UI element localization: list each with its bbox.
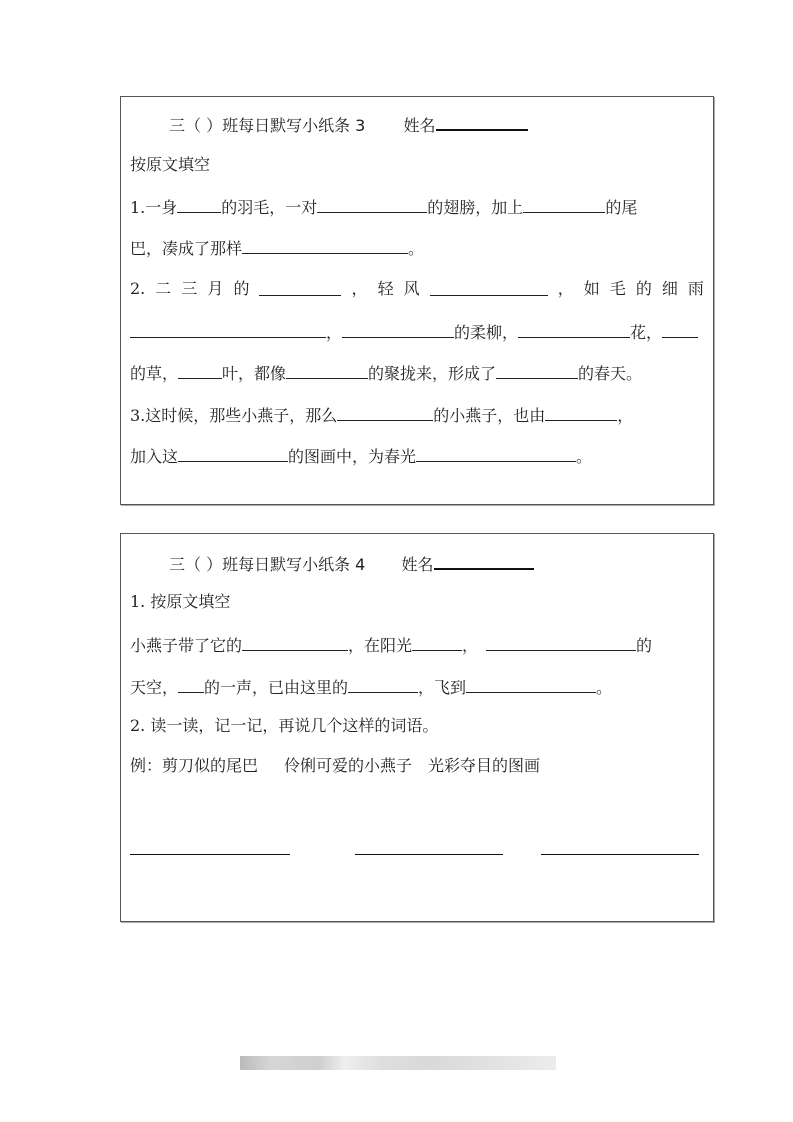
question-2-line-3 xyxy=(130,362,704,384)
text: 风 xyxy=(403,279,420,298)
example-phrase: 伶俐可爱的小燕子 xyxy=(284,756,413,775)
fill-blank[interactable] xyxy=(523,196,605,213)
blurred-footer xyxy=(240,1056,556,1070)
text: ， xyxy=(462,636,479,655)
example-phrase: 光彩夺目的图画 xyxy=(428,756,541,775)
text: ， xyxy=(557,279,574,298)
text: 的春天。 xyxy=(578,364,643,383)
text: 毛 xyxy=(609,279,626,298)
example-phrase: 剪刀似的尾巴 xyxy=(162,756,259,775)
text: 细 xyxy=(661,279,678,298)
question-2-line-2 xyxy=(130,321,704,343)
dictation-card-3 xyxy=(120,96,714,505)
text: ， xyxy=(351,279,368,298)
fill-blank[interactable] xyxy=(662,321,698,338)
question-2-line-1 xyxy=(130,279,704,299)
text: 一身 xyxy=(145,198,178,217)
question-number: 2. xyxy=(130,279,146,298)
text: 巴，凑成了那样 xyxy=(130,239,243,258)
text: 加入这 xyxy=(130,447,179,466)
name-field[interactable] xyxy=(434,552,534,570)
text: 雨 xyxy=(687,279,704,298)
question-1-line-1 xyxy=(130,634,704,656)
instruction: 按原文填空 xyxy=(130,155,211,174)
name-label: 姓名 xyxy=(403,116,436,135)
dictation-card-4 xyxy=(120,533,714,922)
examples-line xyxy=(130,756,704,776)
text: ，在阳光 xyxy=(348,636,413,655)
fill-blank[interactable] xyxy=(178,676,204,693)
fill-blank[interactable] xyxy=(242,634,348,651)
fill-blank[interactable] xyxy=(430,279,548,296)
fill-blank[interactable] xyxy=(177,196,221,213)
fill-blank[interactable] xyxy=(412,634,462,651)
text: 的小燕子，也由 xyxy=(433,406,546,425)
fill-blank[interactable] xyxy=(242,237,408,254)
text: 的翅膀，加上 xyxy=(427,198,524,217)
text: 叶，都像 xyxy=(222,364,287,383)
card-title-text: 三（ ）班每日默写小纸条 3 xyxy=(169,116,366,135)
text: 的羽毛，一对 xyxy=(221,198,318,217)
fill-blank[interactable] xyxy=(130,321,326,338)
text: 。 xyxy=(596,678,613,697)
fill-blank[interactable] xyxy=(317,196,427,213)
question-1-line-2 xyxy=(130,237,704,259)
fill-blank[interactable] xyxy=(337,404,433,421)
text: 花， xyxy=(630,323,663,342)
text: 二 xyxy=(155,279,172,298)
text: 的尾 xyxy=(605,198,638,217)
text: 的一声，已由这里的 xyxy=(204,678,349,697)
fill-blank[interactable] xyxy=(286,362,368,379)
text: 的柔柳， xyxy=(454,323,519,342)
text: 轻 xyxy=(377,279,394,298)
question-number: 1. xyxy=(130,198,146,217)
card-title xyxy=(169,552,704,575)
question-3-line-1 xyxy=(130,404,704,426)
text: ， xyxy=(617,406,634,425)
question-1-line-1 xyxy=(130,196,704,218)
text: 如 xyxy=(583,279,600,298)
text: 的 xyxy=(636,636,653,655)
answer-line[interactable] xyxy=(355,854,503,855)
text: 的聚拢来，形成了 xyxy=(368,364,497,383)
text: 月 xyxy=(207,279,224,298)
fill-blank[interactable] xyxy=(259,279,341,296)
question-1-line-2 xyxy=(130,676,704,698)
fill-blank[interactable] xyxy=(416,445,576,462)
answer-line[interactable] xyxy=(541,854,699,855)
fill-blank[interactable] xyxy=(178,362,222,379)
text: 的图画中，为春光 xyxy=(288,447,417,466)
text: 小燕子带了它的 xyxy=(130,636,243,655)
fill-blank[interactable] xyxy=(466,676,596,693)
question-1-heading: 1. 按原文填空 xyxy=(130,592,231,611)
examples-label: 例： xyxy=(130,756,163,775)
text: ，飞到 xyxy=(418,678,467,697)
text: 的 xyxy=(635,279,652,298)
answer-line[interactable] xyxy=(130,854,290,855)
name-field[interactable] xyxy=(436,113,528,131)
text: 三 xyxy=(181,279,198,298)
fill-blank[interactable] xyxy=(348,676,418,693)
question-number: 3. xyxy=(130,406,146,425)
card-title-text: 三（ ）班每日默写小纸条 4 xyxy=(169,555,366,574)
text: 的 xyxy=(233,279,250,298)
question-3-line-2 xyxy=(130,445,704,467)
question-2-heading: 2. 读一读，记一记，再说几个这样的词语。 xyxy=(130,716,439,735)
text: 。 xyxy=(576,447,593,466)
text: ， xyxy=(326,323,343,342)
fill-blank[interactable] xyxy=(496,362,578,379)
name-label: 姓名 xyxy=(401,555,434,574)
fill-blank[interactable] xyxy=(178,445,288,462)
fill-blank[interactable] xyxy=(545,404,617,421)
text: 天空， xyxy=(130,678,179,697)
fill-blank[interactable] xyxy=(518,321,630,338)
card-title xyxy=(169,113,704,136)
text: 。 xyxy=(408,239,425,258)
fill-blank[interactable] xyxy=(486,634,636,651)
text: 这时候，那些小燕子，那么 xyxy=(145,406,338,425)
text: 的草， xyxy=(130,364,179,383)
fill-blank[interactable] xyxy=(342,321,454,338)
